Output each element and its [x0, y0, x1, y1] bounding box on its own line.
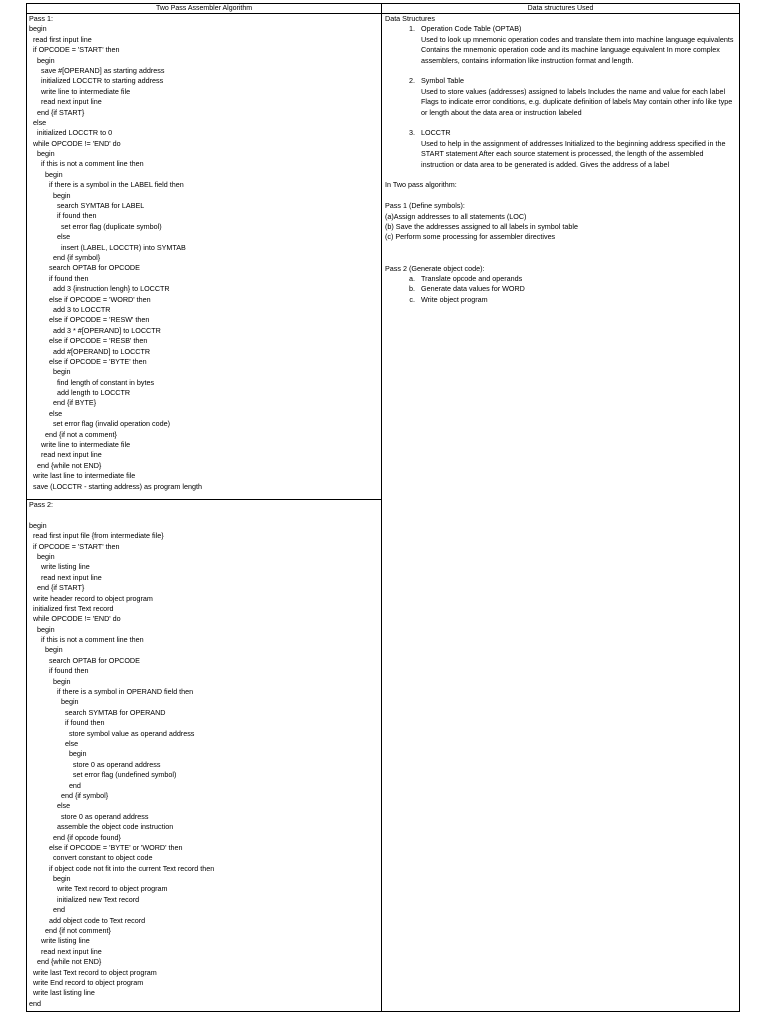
code-line: else if OPCODE = 'BYTE' then: [29, 356, 147, 366]
code-line: store symbol value as operand address: [29, 728, 195, 738]
pass1-summary-line-a: (a)Assign addresses to all statements (LOC): [385, 211, 527, 221]
code-line: search SYMTAB for OPERAND: [29, 707, 166, 717]
code-line: [29, 510, 381, 520]
code-line: begin: [29, 645, 63, 655]
code-line: else: [29, 232, 71, 242]
code-line: search OPTAB for OPCODE: [29, 263, 140, 273]
code-line: save (LOCCTR - starting address) as program length: [29, 481, 202, 491]
code-line: write last Text record to object program: [29, 967, 157, 977]
pass2-summary-list: [385, 274, 735, 305]
code-line: begin: [29, 169, 63, 179]
code-line: set error flag (invalid operation code): [29, 419, 171, 429]
code-line: write listing line: [29, 562, 90, 572]
list-item: a. Translate opcode and operands: [409, 274, 523, 284]
code-line: end {if opcode found}: [29, 832, 121, 842]
code-line: else if OPCODE = 'BYTE' or 'WORD' then: [29, 842, 183, 852]
code-line: begin: [29, 149, 55, 159]
code-line: read first input line: [29, 34, 92, 44]
code-line: begin: [29, 367, 71, 377]
code-line: read next input line: [29, 97, 102, 107]
code-line: end: [29, 998, 41, 1008]
code-line: begin: [29, 749, 87, 759]
code-line: if found then: [29, 666, 89, 676]
code-line: end {if START}: [29, 107, 85, 117]
code-line: end {if not a comment}: [29, 429, 117, 439]
code-line: end {if symbol}: [29, 252, 101, 262]
code-line: end {while not END}: [29, 957, 102, 967]
code-line: store 0 as operand address: [29, 759, 161, 769]
document-table: [26, 3, 740, 1012]
code-line: set error flag (duplicate symbol): [29, 221, 162, 231]
code-line: if OPCODE = 'START' then: [29, 45, 120, 55]
code-line: add 3 {instruction lengh} to LOCCTR: [29, 284, 170, 294]
pass1-summary-title: Pass 1 (Define symbols):: [385, 201, 465, 211]
code-line: begin: [29, 624, 55, 634]
code-line: else: [29, 117, 47, 127]
code-line: else if OPCODE = 'RESB' then: [29, 336, 148, 346]
optab-description: Used to look up mnemonic operation codes and translate them into machine language equivalents Contains the mnemonic operation code and its machine language equivalent In more complex assemblers, contains information like instruction format and length.: [421, 34, 734, 65]
code-line: set error flag (undefined symbol): [29, 770, 177, 780]
code-line: begin: [29, 55, 55, 65]
left-column-header: Two Pass Assembler Algorithm: [27, 4, 382, 14]
code-line: if found then: [29, 273, 89, 283]
code-line: insert (LABEL, LOCCTR) into SYMTAB: [29, 242, 186, 252]
code-line: save #[OPERAND] as starting address: [29, 65, 165, 75]
code-line: if this is not a comment line then: [29, 159, 144, 169]
code-line: search OPTAB for OPCODE: [29, 655, 140, 665]
code-line: if OPCODE = 'START' then: [29, 541, 120, 551]
locctr-description: Used to help in the assignment of addresses Initialized to the beginning address specified in the START statement After each source statement is processed, the length of the assembled instruction or data area to be generated is added. Gives the address of a label: [421, 138, 726, 169]
code-line: find length of constant in bytes: [29, 377, 155, 387]
symtab-description: Used to store values (addresses) assigned to labels Includes the name and value for each label Flags to indicate error conditions, e.g. duplicate definition of labels May contain other info like type or length about the data area or instruction labeled: [421, 86, 733, 117]
pass2-summary-title: Pass 2 (Generate object code):: [385, 263, 485, 273]
code-line: while OPCODE != 'END' do: [29, 614, 121, 624]
code-line: begin: [29, 551, 55, 561]
code-line: write listing line: [29, 936, 90, 946]
code-line: else if OPCODE = 'RESW' then: [29, 315, 150, 325]
code-line: add 3 * #[OPERAND] to LOCCTR: [29, 325, 161, 335]
code-line: add #[OPERAND] to LOCCTR: [29, 346, 151, 356]
code-line: if this is not a comment line then: [29, 635, 144, 645]
pass1-summary-line-b: (b) Save the addresses assigned to all labels in symbol table: [385, 222, 578, 232]
data-structures-list: [385, 24, 735, 170]
code-line: if there is a symbol in the LABEL field then: [29, 180, 184, 190]
list-item: c. Write object program: [409, 294, 488, 304]
code-line: store 0 as operand address: [29, 811, 149, 821]
code-line: end: [29, 905, 65, 915]
code-line: read next input line: [29, 572, 102, 582]
code-line: begin: [29, 190, 71, 200]
code-line: else: [29, 738, 79, 748]
code-line: search SYMTAB for LABEL: [29, 201, 145, 211]
code-line: else: [29, 408, 63, 418]
pass1-cell: [27, 14, 382, 500]
code-line: add 3 to LOCCTR: [29, 304, 111, 314]
code-line: Pass 1:: [29, 14, 53, 23]
code-line: end {if symbol}: [29, 790, 109, 800]
code-line: begin: [29, 24, 47, 34]
optab-title: Operation Code Table (OPTAB): [421, 24, 522, 34]
code-line: begin: [29, 520, 47, 530]
code-line: end {if not comment}: [29, 926, 111, 936]
code-line: write last line to intermediate file: [29, 471, 136, 481]
pass1-code: [27, 14, 381, 492]
code-line: else if OPCODE = 'WORD' then: [29, 294, 151, 304]
code-line: assemble the object code instruction: [29, 822, 174, 832]
code-line: if found then: [29, 211, 97, 221]
algorithm-title: In Two pass algorithm:: [385, 180, 457, 190]
code-line: initialized first Text record: [29, 603, 114, 613]
code-line: write header record to object program: [29, 593, 153, 603]
code-line: if object code not fit into the current Text record then: [29, 863, 215, 873]
data-structures-title: Data Structures: [385, 14, 435, 23]
code-line: read first input file {from intermediate file}: [29, 531, 164, 541]
code-line: initialized LOCCTR to starting address: [29, 76, 164, 86]
code-line: while OPCODE != 'END' do: [29, 138, 121, 148]
list-item: b. Generate data values for WORD: [409, 284, 525, 294]
code-line: end {while not END}: [29, 460, 102, 470]
code-line: end {if BYTE}: [29, 398, 97, 408]
code-line: end {if START}: [29, 583, 85, 593]
symtab-title: Symbol Table: [421, 76, 465, 86]
code-line: convert constant to object code: [29, 853, 153, 863]
code-line: write Text record to object program: [29, 884, 168, 894]
list-item: 2. Symbol Table Used to store values (addresses) assigned to labels Includes the name and value for each label Flags to indicate error conditions, e.g. duplicate definition of labels May contain other info like type or length about the data area or instruction labeled: [385, 76, 735, 118]
code-line: write last listing line: [29, 988, 95, 998]
pass1-summary-line-c: (c) Perform some processing for assembler directives: [385, 232, 556, 242]
code-line: begin: [29, 676, 71, 686]
data-structures-cell: [382, 14, 739, 1011]
code-line: Pass 2:: [29, 500, 53, 509]
right-column-header: Data structures Used: [382, 4, 739, 14]
pass2-cell: [27, 500, 382, 1011]
pass2-code: [27, 500, 381, 1009]
code-line: add object code to Text record: [29, 915, 146, 925]
code-line: write line to intermediate file: [29, 86, 131, 96]
list-item: 3. LOCCTR Used to help in the assignment of addresses Initialized to the beginning address specified in the START statement After each source statement is processed, the length of the assembled instruction or data area to be generated is added. Gives the address of a label: [385, 128, 735, 170]
code-line: begin: [29, 697, 79, 707]
code-line: add length to LOCCTR: [29, 388, 131, 398]
code-line: if there is a symbol in OPERAND field then: [29, 687, 194, 697]
code-line: read next input line: [29, 450, 102, 460]
code-line: end: [29, 780, 81, 790]
code-line: write line to intermediate file: [29, 440, 131, 450]
list-item: 1. Operation Code Table (OPTAB) Used to look up mnemonic operation codes and translate them into machine language equivalents Contains the mnemonic operation code and its machine language equivalent In more complex assemblers, contains information like instruction format and length.: [409, 24, 734, 65]
code-line: initialized LOCCTR to 0: [29, 128, 113, 138]
code-line: write End record to object program: [29, 977, 144, 987]
code-line: else: [29, 801, 71, 811]
code-line: initialized new Text record: [29, 894, 140, 904]
locctr-title: LOCCTR: [421, 128, 451, 138]
code-line: begin: [29, 874, 71, 884]
code-line: read next input line: [29, 946, 102, 956]
code-line: if found then: [29, 718, 105, 728]
